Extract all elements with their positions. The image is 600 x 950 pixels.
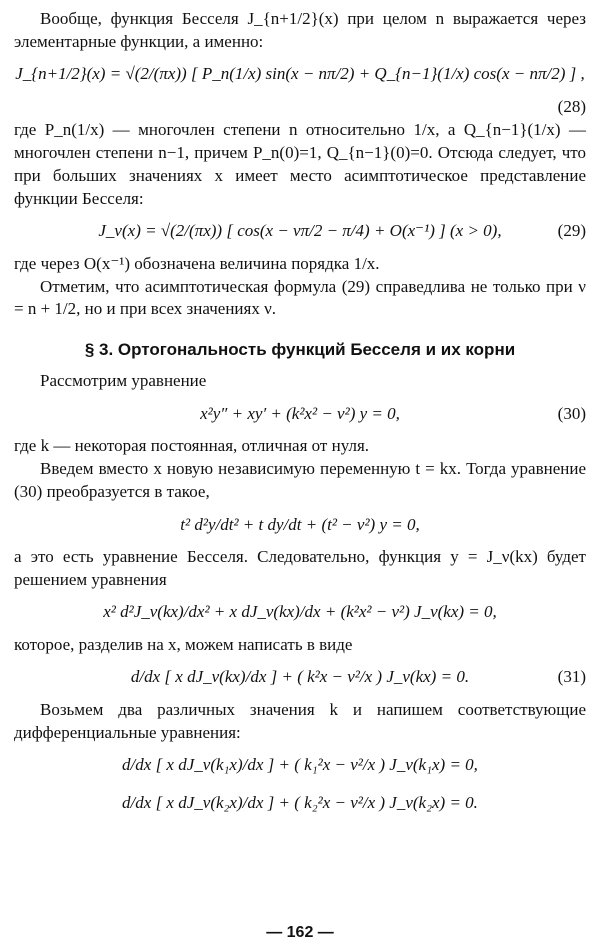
paragraph-bessel: а это есть уравнение Бесселя. Следовательно, функция y = J_ν(kx) будет решением уравнения — [14, 547, 586, 589]
equation-k2 — [14, 787, 586, 821]
equation-k1-body: d/dx [ x dJ_ν(k₁x)/dx ] + ( k₁²x − ν²/x ) J_ν(k₁x) = 0, — [122, 755, 478, 775]
equation-29 — [14, 215, 586, 249]
paragraph-order: где через O(x⁻¹) обозначена величина порядка 1/x. — [14, 253, 380, 273]
equation-29-number: (29) — [557, 221, 586, 241]
equation-31 — [14, 661, 586, 695]
equation-30 — [14, 397, 586, 431]
paragraph-two-values: Возьмем два различных значения k и напишем соответствующие дифференциальные уравнения: — [14, 699, 586, 742]
equation-28-body: J_{n+1/2}(x) = √(2/(πx)) [ P_n(1/x) sin(x − nπ/2) + Q_{n−1}(1/x) cos(x − nπ/2) ] , — [15, 64, 585, 84]
page-content — [14, 8, 586, 950]
equation-t — [14, 508, 586, 542]
equation-k2-body: d/dx [ x dJ_ν(k₂x)/dx ] + ( k₂²x − ν²/x ) J_ν(k₂x) = 0. — [122, 793, 478, 813]
equation-30-body: x²y″ + xy′ + (k²x² − ν²) y = 0, — [200, 403, 400, 423]
equation-28 — [14, 58, 586, 92]
equation-t-body: t² d²y/dt² + t dy/dt + (t² − ν²) y = 0, — [180, 514, 420, 534]
equation-28-number: (28) — [557, 96, 586, 116]
paragraph-divide: которое, разделив на x, можем написать в виде — [14, 634, 353, 654]
equation-k1 — [14, 749, 586, 783]
paragraph-polynomials: где P_n(1/x) — многочлен степени n относительно 1/x, а Q_{n−1}(1/x) — многочлен степени n−1, причем P_n(0)=1, Q_{n−1}(0)=0. Отсюда следует, что при больших значениях x имеет место асимптотическое представление функции Бесселя: — [14, 119, 586, 208]
equation-30-number: (30) — [557, 403, 586, 423]
equation-29-body: J_ν(x) = √(2/(πx)) [ cos(x − νπ/2 − π/4) + O(x⁻¹) ] (x > 0), — [98, 221, 502, 241]
paragraph-consider: Рассмотрим уравнение — [40, 371, 207, 391]
paragraph-intro: Вообще, функция Бесселя J_{n+1/2}(x) при целом n выражается через элементарные функции, а именно: — [14, 9, 586, 51]
paragraph-note: Отметим, что асимптотическая формула (29) справедлива не только при ν = n + 1/2, но и при всех значениях ν. — [14, 276, 586, 319]
equation-bessel-kx-body: x² d²J_ν(kx)/dx² + x dJ_ν(kx)/dx + (k²x² − ν²) J_ν(kx) = 0, — [103, 602, 497, 622]
paragraph-constant: где k — некоторая постоянная, отличная от нуля. — [14, 436, 370, 456]
paragraph-substitution: Введем вместо x новую независимую переменную t = kx. Тогда уравнение (30) преобразуется в такое, — [14, 459, 586, 502]
equation-31-body: d/dx [ x dJ_ν(kx)/dx ] + ( k²x − ν²/x ) J_ν(kx) = 0. — [130, 667, 470, 687]
equation-31-number: (31) — [557, 667, 586, 687]
page-number: — 162 — — [266, 924, 334, 942]
section-heading: § 3. Ортогональность функций Бесселя и их корни — [84, 340, 516, 360]
equation-bessel-kx — [14, 596, 586, 630]
